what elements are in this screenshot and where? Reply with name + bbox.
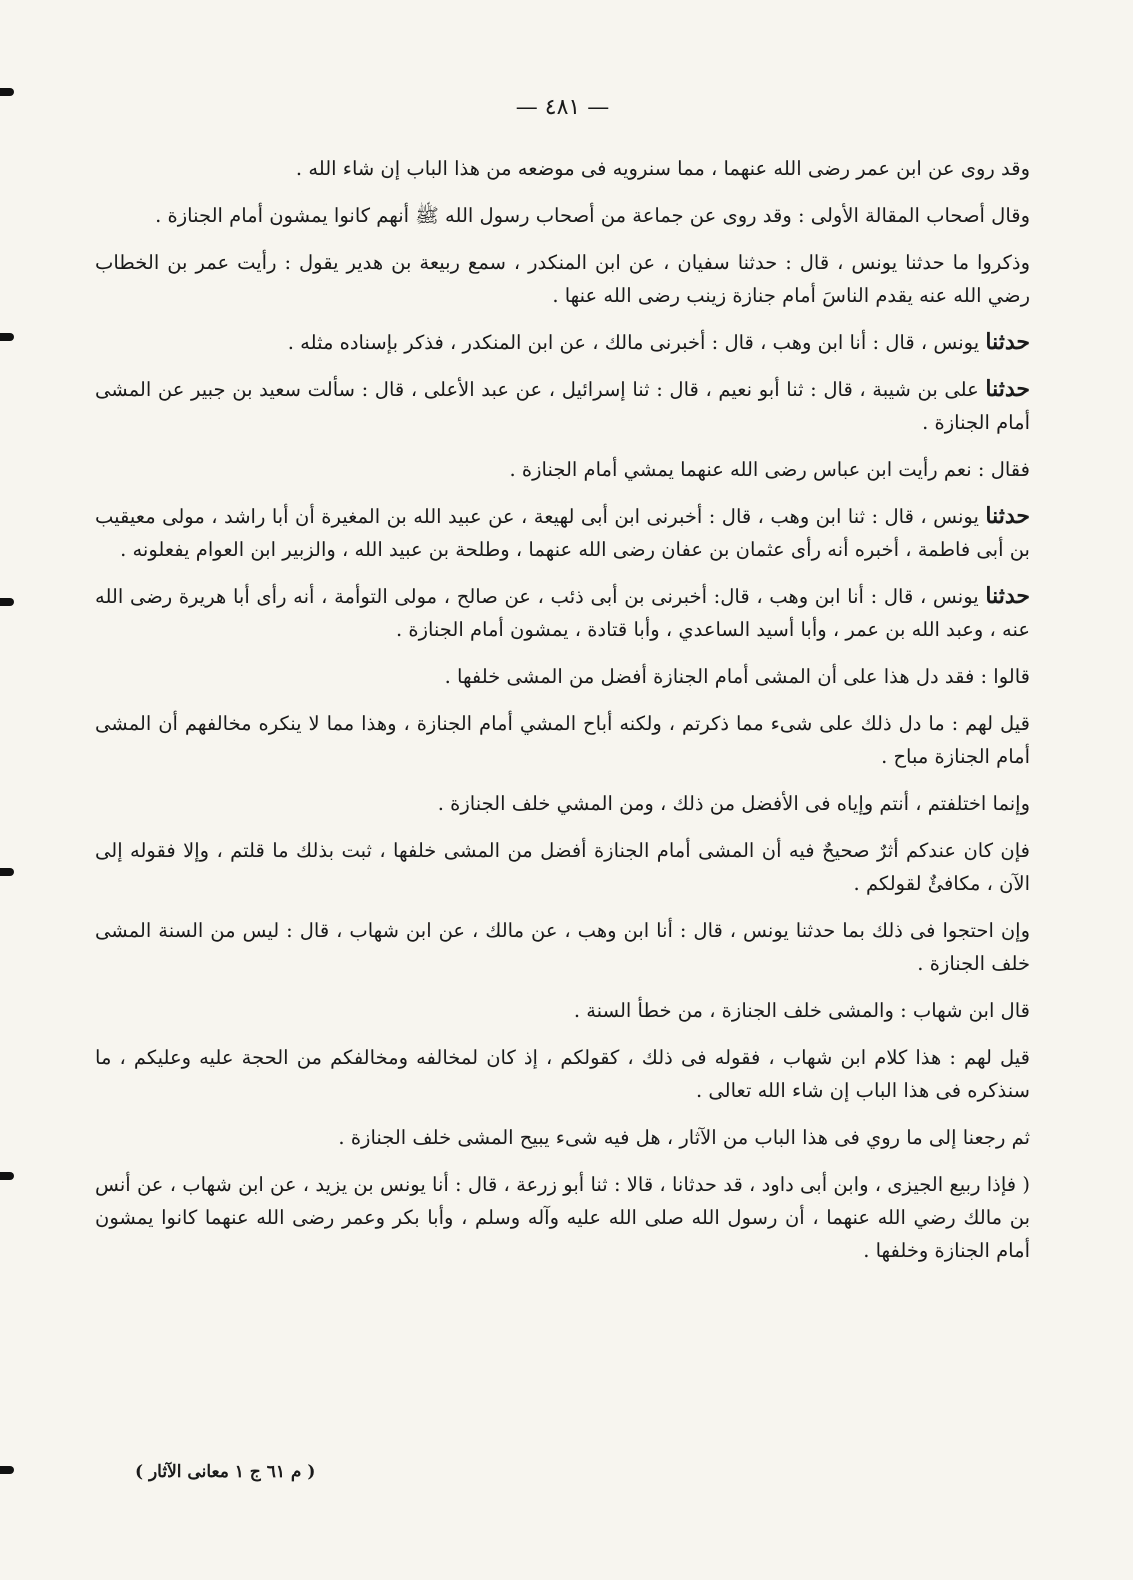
paragraph: وإنما اختلفتم ، أنتم وإياه فى الأفضل من ذلك ، ومن المشي خلف الجنازة . bbox=[437, 792, 1030, 815]
paragraph: حدثنا على بن شيبة ، قال : ثنا أبو نعيم ، قال : ثنا إسرائيل ، عن عبد الأعلى ، قال : سألت سعيد بن جبير عن المشى أمام الجنازة . bbox=[95, 376, 1031, 434]
margin-mark bbox=[0, 1172, 14, 1180]
paragraph: قال ابن شهاب : والمشى خلف الجنازة ، من خطأ السنة . bbox=[573, 999, 1030, 1022]
margin-mark bbox=[0, 598, 14, 606]
paragraph: قيل لهم : هذا كلام ابن شهاب ، فقوله فى ذلك ، كقولكم ، إذ كان لمخالفه ومخالفكم من الحجة عليه وعليكم ، ما سنذكره فى هذا الباب إن شاء الله تعالى . bbox=[95, 1046, 1030, 1102]
paragraph: فإن كان عندكم أثرٌ صحيحٌ فيه أن المشى أمام الجنازة أفضل من المشى خلفها ، ثبت بذلك ما قلتم ، وإلا فقوله إلى الآن ، مكافئٌ لقولكم . bbox=[95, 839, 1030, 895]
hadith-lead: حدثنا bbox=[985, 376, 1031, 402]
margin-mark bbox=[0, 333, 14, 341]
paragraph: قيل لهم : ما دل ذلك على شىء مما ذكرتم ، ولكنه أباح المشي أمام الجنازة ، وهذا مما لا ينكره مخالفهم أن المشى أمام الجنازة مباح . bbox=[95, 712, 1030, 768]
paragraph: حدثنا يونس ، قال : أنا ابن وهب ، قال : أخبرنى مالك ، عن ابن المنكدر ، فذكر بإسناده مثله . bbox=[287, 329, 1030, 355]
footer-reference: ( م ٦١ ج ١ معانى الآثار ) bbox=[135, 1462, 316, 1482]
margin-mark bbox=[0, 1466, 14, 1474]
paragraph: وقد روى عن ابن عمر رضى الله عنهما ، مما سنرويه فى موضعه من هذا الباب إن شاء الله . bbox=[295, 157, 1030, 180]
paragraph: فقال : نعم رأيت ابن عباس رضى الله عنهما يمشي أمام الجنازة . bbox=[509, 458, 1030, 481]
paragraph: وإن احتجوا فى ذلك بما حدثنا يونس ، قال : أنا ابن وهب ، عن مالك ، عن ابن شهاب ، قال : ليس من السنة المشى خلف الجنازة . bbox=[95, 919, 1030, 975]
hadith-lead: حدثنا bbox=[985, 329, 1030, 355]
paragraph: حدثنا يونس ، قال : ثنا ابن وهب ، قال : أخبرنى ابن أبى لهيعة ، عن عبيد الله بن المغيرة أن أبا راشد ، مولى معيقيب بن أبى فاطمة ، أخبره أنه رأى عثمان بن عفان رضى الله عنهما ، وطلحة بن عبيد الله ، والزبير ابن العوام يفعلونه . bbox=[95, 503, 1030, 561]
paragraph: وقال أصحاب المقالة الأولى : وقد روى عن جماعة من أصحاب رسول الله ﷺ أنهم كانوا يمشون أمام الجنازة . bbox=[155, 204, 1030, 227]
paragraph: حدثنا يونس ، قال : أنا ابن وهب ، قال: أخبرنى بن أبى ذئب ، عن صالح ، مولى التوأمة ، أنه رأى أبا هريرة رضى الله عنه ، وعبد الله بن عمر ، وأبا أسيد الساعدي ، وأبا قتادة ، يمشون أمام الجنازة . bbox=[95, 583, 1030, 641]
page-number: — ٤٨١ — bbox=[515, 95, 610, 120]
margin-mark bbox=[0, 88, 14, 96]
hadith-lead: حدثنا bbox=[985, 583, 1030, 609]
paragraph: قالوا : فقد دل هذا على أن المشى أمام الجنازة أفضل من المشى خلفها . bbox=[444, 665, 1030, 688]
document-page bbox=[95, 95, 1030, 1281]
paragraph: ( فإذا ربيع الجيزى ، وابن أبى داود ، قد حدثانا ، قالا : ثنا أبو زرعة ، قال : أنا يونس بن يزيد ، عن ابن شهاب ، عن أنس بن مالك رضي الله عنهما ، أن رسول الله صلى الله عليه وآله وسلم ، وأبا بكر وعمر رضى الله عنهما كانوا يمشون أمام الجنازة وخلفها . bbox=[95, 1173, 1030, 1262]
paragraph: وذكروا ما حدثنا يونس ، قال : حدثنا سفيان ، عن ابن المنكدر ، سمع ربيعة بن هدير يقول : رأيت عمر بن الخطاب رضي الله عنه يقدم الناسَ أمام جنازة زينب رضى الله عنها . bbox=[95, 251, 1030, 307]
margin-mark bbox=[0, 868, 14, 876]
paragraph: ثم رجعنا إلى ما روي فى هذا الباب من الآثار ، هل فيه شىء يبيح المشى خلف الجنازة . bbox=[338, 1126, 1030, 1149]
hadith-lead: حدثنا bbox=[985, 503, 1030, 529]
